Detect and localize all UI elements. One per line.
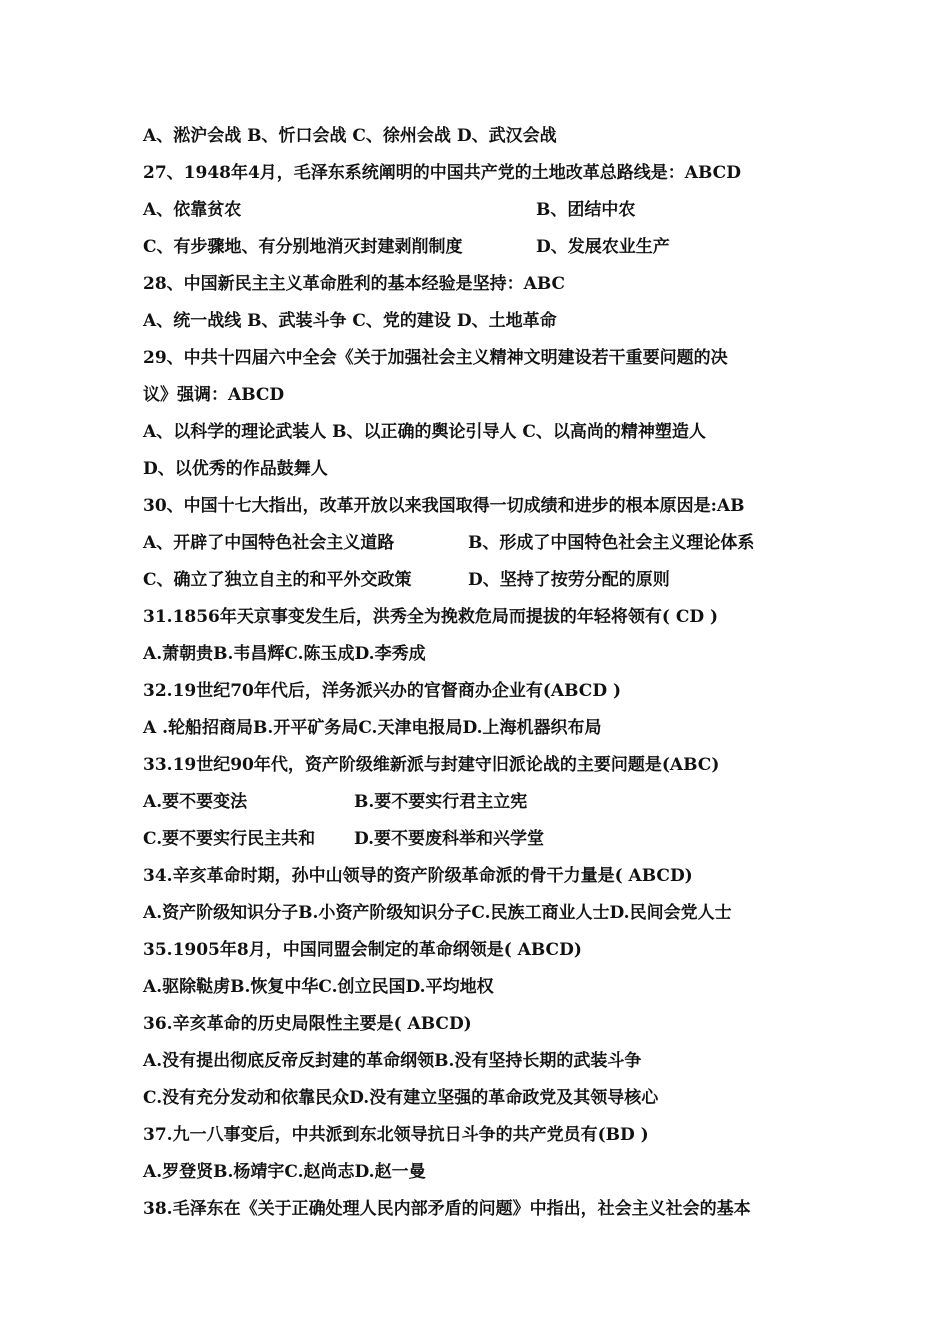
- question-27-option-c: C、有步骤地、有分别地消灭封建剥削制度: [143, 237, 463, 257]
- question-30-option-b: B、形成了中国特色社会主义理论体系: [468, 533, 755, 553]
- question-30-options-row-1: [143, 525, 823, 562]
- question-32-stem: 32.19世纪70年代后，洋务派兴办的官督商办企业有(ABCD ): [143, 681, 622, 701]
- question-33-stem: 33.19世纪90年代，资产阶级维新派与封建守旧派论战的主要问题是(ABC): [143, 755, 720, 775]
- question-36-options-ab: A.没有提出彻底反帝反封建的革命纲领B.没有坚持长期的武装斗争: [143, 1051, 642, 1071]
- question-31-options: A.萧朝贵B.韦昌辉C.陈玉成D.李秀成: [143, 644, 426, 664]
- question-27-option-a: A、依靠贫农: [143, 200, 242, 220]
- question-27-stem: 27、1948年4月，毛泽东系统阐明的中国共产党的土地改革总路线是：ABCD: [143, 163, 741, 183]
- question-27-options-row-1: [143, 192, 823, 229]
- question-29-stem: 29、中共十四届六中全会《关于加强社会主义精神文明建设若干重要问题的决: [143, 348, 728, 368]
- question-30-option-d: D、坚持了按劳分配的原则: [468, 570, 670, 590]
- document-body: [143, 118, 823, 1228]
- question-30-option-a: A、开辟了中国特色社会主义道路: [143, 533, 395, 553]
- question-33-options-row-2: [143, 821, 823, 858]
- question-30-options-row-2: [143, 562, 823, 599]
- question-33-option-c: C.要不要实行民主共和: [143, 829, 316, 849]
- question-35-options: A.驱除鞑虏B.恢复中华C.创立民国D.平均地权: [143, 977, 494, 997]
- question-33-option-b: B.要不要实行君主立宪: [354, 792, 528, 812]
- question-34-options: A.资产阶级知识分子B.小资产阶级知识分子C.民族工商业人士D.民间会党人士: [143, 903, 732, 923]
- question-29-option-d: D、以优秀的作品鼓舞人: [143, 459, 328, 479]
- question-30-option-c: C、确立了独立自主的和平外交政策: [143, 570, 412, 590]
- question-35-stem: 35.1905年8月，中国同盟会制定的革命纲领是( ABCD): [143, 940, 582, 960]
- question-28-stem: 28、中国新民主主义革命胜利的基本经验是坚持：ABC: [143, 274, 566, 294]
- question-38-stem: 38.毛泽东在《关于正确处理人民内部矛盾的问题》中指出，社会主义社会的基本: [143, 1199, 751, 1219]
- question-33-option-d: D.要不要废科举和兴学堂: [354, 829, 545, 849]
- question-36-options-cd: C.没有充分发动和依靠民众D.没有建立坚强的革命政党及其领导核心: [143, 1088, 659, 1108]
- question-32-options: A .轮船招商局B.开平矿务局C.天津电报局D.上海机器织布局: [143, 718, 602, 738]
- question-37-options: A.罗登贤B.杨靖宇C.赵尚志D.赵一曼: [143, 1162, 426, 1182]
- question-27-option-b: B、团结中农: [536, 200, 636, 220]
- question-31-stem: 31.1856年天京事变发生后，洪秀全为挽救危局而提拔的年轻将领有( CD ): [143, 607, 719, 627]
- question-27-options-row-2: [143, 229, 823, 266]
- question-36-stem: 36.辛亥革命的历史局限性主要是( ABCD): [143, 1014, 472, 1034]
- question-26-options: A、淞沪会战 B、忻口会战 C、徐州会战 D、武汉会战: [143, 126, 557, 146]
- question-37-stem: 37.九一八事变后，中共派到东北领导抗日斗争的共产党员有(BD ): [143, 1125, 649, 1145]
- question-33-options-row-1: [143, 784, 823, 821]
- question-30-stem: 30、中国十七大指出，改革开放以来我国取得一切成绩和进步的根本原因是:AB: [143, 496, 745, 516]
- question-28-options: A、统一战线 B、武装斗争 C、党的建设 D、土地革命: [143, 311, 557, 331]
- question-29-stem-cont: 议》强调：ABCD: [143, 385, 285, 405]
- question-27-option-d: D、发展农业生产: [536, 237, 670, 257]
- question-33-option-a: A.要不要变法: [143, 792, 248, 812]
- question-34-stem: 34.辛亥革命时期，孙中山领导的资产阶级革命派的骨干力量是( ABCD): [143, 866, 693, 886]
- question-29-options-abc: A、以科学的理论武装人 B、以正确的舆论引导人 C、以高尚的精神塑造人: [143, 422, 706, 442]
